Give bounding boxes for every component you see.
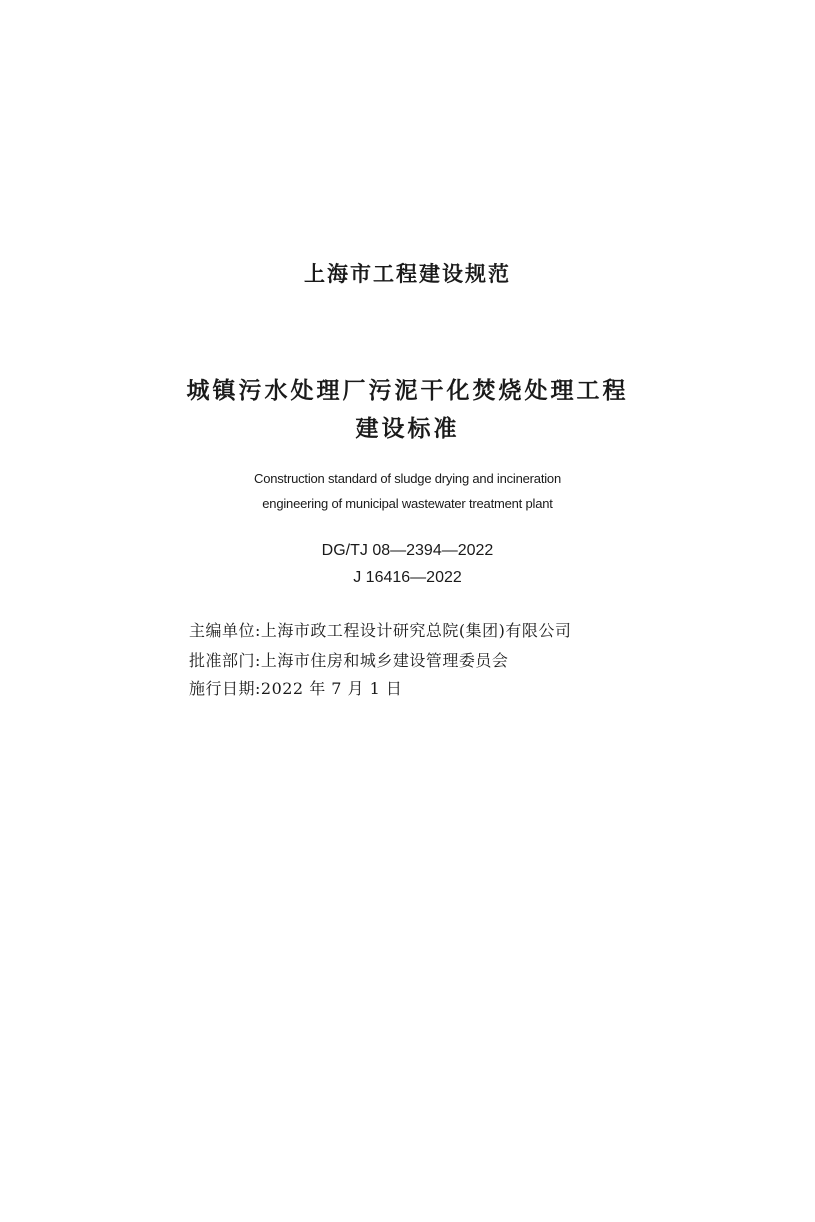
approval-department: 批准部门:上海市住房和城乡建设管理委员会: [189, 651, 509, 670]
series-title: 上海市工程建设规范: [304, 262, 511, 286]
main-title-line-2: 建设标准: [355, 416, 460, 442]
effective-date: 施行日期:2022 年 7 月 1 日: [189, 679, 403, 698]
chief-editor-unit: 主编单位:上海市政工程设计研究总院(集团)有限公司: [189, 621, 572, 640]
english-title-line-1: Construction standard of sludge drying and incineration: [254, 471, 561, 486]
record-number: J 16416—2022: [353, 569, 462, 586]
main-title-line-1: 城镇污水处理厂污泥干化焚烧处理工程: [186, 378, 629, 404]
standard-number: DG/TJ 08—2394—2022: [321, 542, 494, 559]
english-title-line-2: engineering of municipal wastewater treatment plant: [262, 496, 553, 511]
